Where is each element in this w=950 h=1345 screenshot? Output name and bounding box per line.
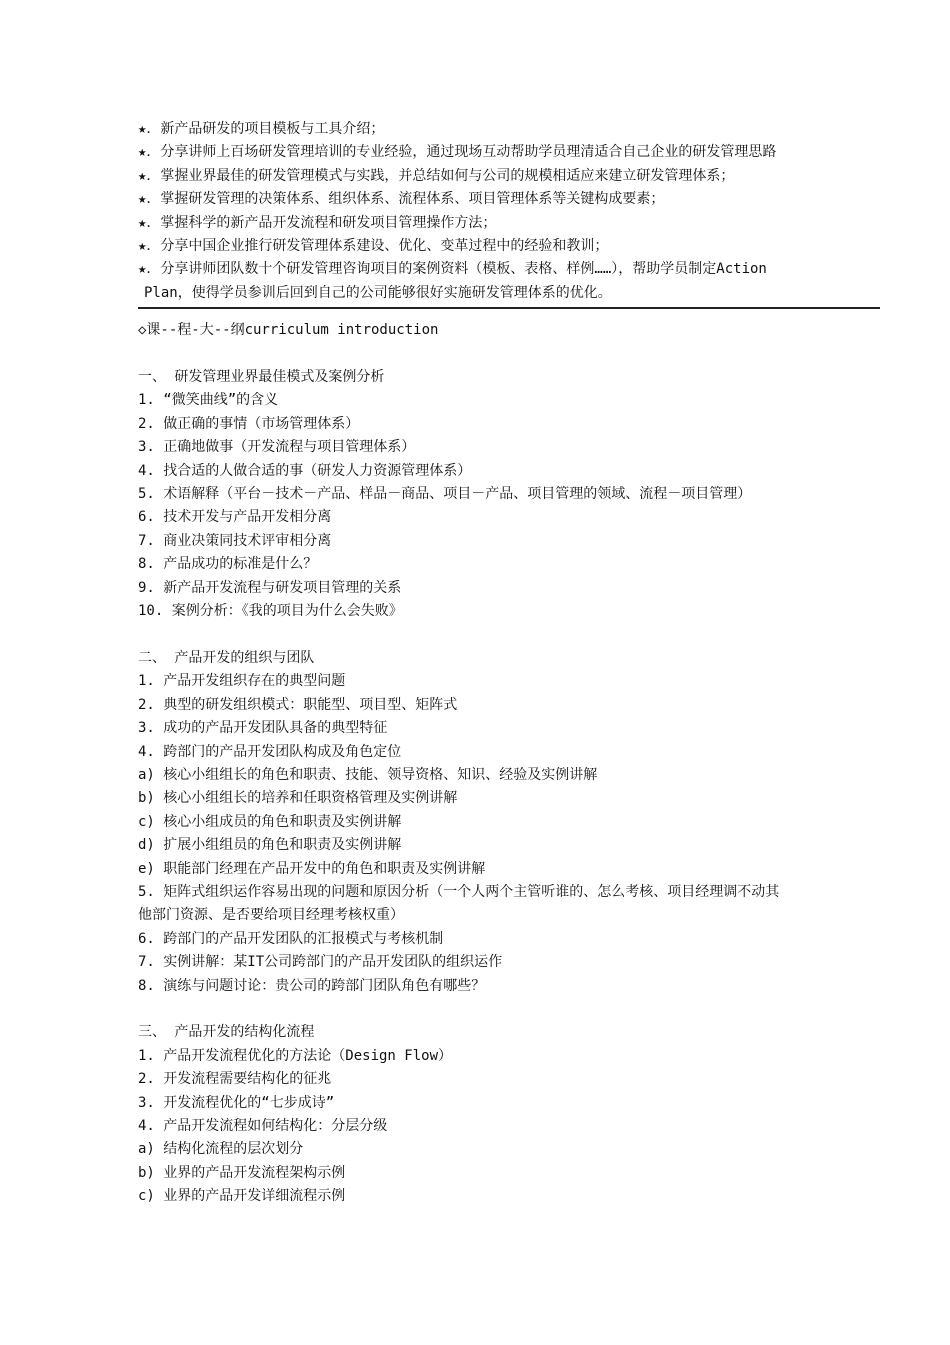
document-page bbox=[138, 118, 880, 1209]
objective-item: ★．新产品研发的项目模板与工具介绍； bbox=[138, 121, 385, 137]
spacer bbox=[138, 998, 880, 1021]
outline-item-continuation: 他部门资源、是否要给项目经理考核权重） bbox=[138, 907, 404, 924]
outline-item: 2. 典型的研发组织模式：职能型、项目型、矩阵式 bbox=[138, 696, 458, 713]
outline-item: 2. 开发流程需要结构化的征兆 bbox=[138, 1071, 332, 1088]
outline-item: 5. 矩阵式组织运作容易出现的问题和原因分析（一个人两个主管听谁的、怎么考核、项目经理调不动其 bbox=[138, 883, 780, 900]
outline-item: 6. 技术开发与产品开发相分离 bbox=[138, 509, 332, 526]
objective-item: ★．分享讲师团队数十个研发管理咨询项目的案例资料（模板、表格、样例……），帮助学员制定Action bbox=[138, 261, 767, 278]
outline-item: 3. 成功的产品开发团队具备的典型特征 bbox=[138, 720, 388, 737]
outline-item: 3. 开发流程优化的“七步成诗” bbox=[138, 1094, 335, 1111]
spacer bbox=[138, 624, 880, 647]
outline-subitem: e) 职能部门经理在产品开发中的角色和职责及实例讲解 bbox=[138, 860, 486, 877]
objective-item: ★．掌握业界最佳的研发管理模式与实践，并总结如何与公司的规模相适应来建立研发管理体系； bbox=[138, 167, 735, 184]
section-1 bbox=[138, 366, 880, 623]
section-2 bbox=[138, 647, 880, 998]
outline-item: 1. 产品开发流程优化的方法论（Design Flow） bbox=[138, 1047, 453, 1064]
spacer bbox=[138, 343, 880, 366]
outline-item: 10. 案例分析：《我的项目为什么会失败》 bbox=[138, 603, 403, 620]
outline-subitem: d) 扩展小组组员的角色和职责及实例讲解 bbox=[138, 837, 402, 854]
outline-item: 5. 术语解释（平台－技术－产品、样品－商品、项目－产品、项目管理的领域、流程－项目管理） bbox=[138, 486, 752, 503]
section-heading: 二、 产品开发的组织与团队 bbox=[138, 649, 315, 666]
objective-item: ★．掌握科学的新产品开发流程和研发项目管理操作方法； bbox=[138, 214, 497, 231]
outline-subitem: a) 核心小组组长的角色和职责、技能、领导资格、知识、经验及实例讲解 bbox=[138, 766, 598, 783]
section-heading: 三、 产品开发的结构化流程 bbox=[138, 1024, 315, 1041]
objective-item: ★．分享讲师上百场研发管理培训的专业经验，通过现场互动帮助学员理清适合自己企业的研发管理思路 bbox=[138, 144, 777, 161]
outline-item: 6. 跨部门的产品开发团队的汇报模式与考核机制 bbox=[138, 930, 444, 947]
outline-subitem: a) 结构化流程的层次划分 bbox=[138, 1141, 304, 1158]
outline-item: 1. “微笑曲线”的含义 bbox=[138, 392, 279, 409]
outline-subitem: c) 业界的产品开发详细流程示例 bbox=[138, 1188, 346, 1205]
section-heading: 一、 研发管理业界最佳模式及案例分析 bbox=[138, 369, 385, 386]
outline-subitem: b) 业界的产品开发流程架构示例 bbox=[138, 1164, 346, 1181]
outline-item: 2. 做正确的事情（市场管理体系） bbox=[138, 415, 360, 432]
outline-item: 4. 跨部门的产品开发团队构成及角色定位 bbox=[138, 743, 402, 760]
objective-item: ★．掌握研发管理的决策体系、组织体系、流程体系、项目管理体系等关键构成要素； bbox=[138, 191, 665, 208]
outline-item: 7. 商业决策同技术评审相分离 bbox=[138, 532, 332, 549]
objectives-list bbox=[138, 118, 880, 305]
objective-item-continuation: Plan，使得学员参训后回到自己的公司能够很好实施研发管理体系的优化。 bbox=[144, 284, 612, 301]
outline-item: 3. 正确地做事（开发流程与项目管理体系） bbox=[138, 439, 416, 456]
section-3 bbox=[138, 1021, 880, 1208]
outline-item: 8. 演练与问题讨论：贵公司的跨部门团队角色有哪些？ bbox=[138, 977, 486, 994]
outline-item: 7. 实例讲解：某IT公司跨部门的产品开发团队的组织运作 bbox=[138, 954, 503, 971]
outline-subitem: c) 核心小组成员的角色和职责及实例讲解 bbox=[138, 813, 402, 830]
outline-title: ◇课--程-大--纲curriculum introduction bbox=[138, 322, 439, 339]
outline-item: 1. 产品开发组织存在的典型问题 bbox=[138, 673, 346, 690]
outline-item: 8. 产品成功的标准是什么？ bbox=[138, 556, 318, 573]
outline-item: 9. 新产品开发流程与研发项目管理的关系 bbox=[138, 579, 402, 596]
outline-subitem: b) 核心小组组长的培养和任职资格管理及实例讲解 bbox=[138, 790, 458, 807]
outline-item: 4. 找合适的人做合适的事（研发人力资源管理体系） bbox=[138, 462, 472, 479]
objective-item: ★．分享中国企业推行研发管理体系建设、优化、变革过程中的经验和教训； bbox=[138, 238, 609, 255]
outline-item: 4. 产品开发流程如何结构化：分层分级 bbox=[138, 1118, 388, 1135]
horizontal-divider bbox=[138, 307, 880, 309]
